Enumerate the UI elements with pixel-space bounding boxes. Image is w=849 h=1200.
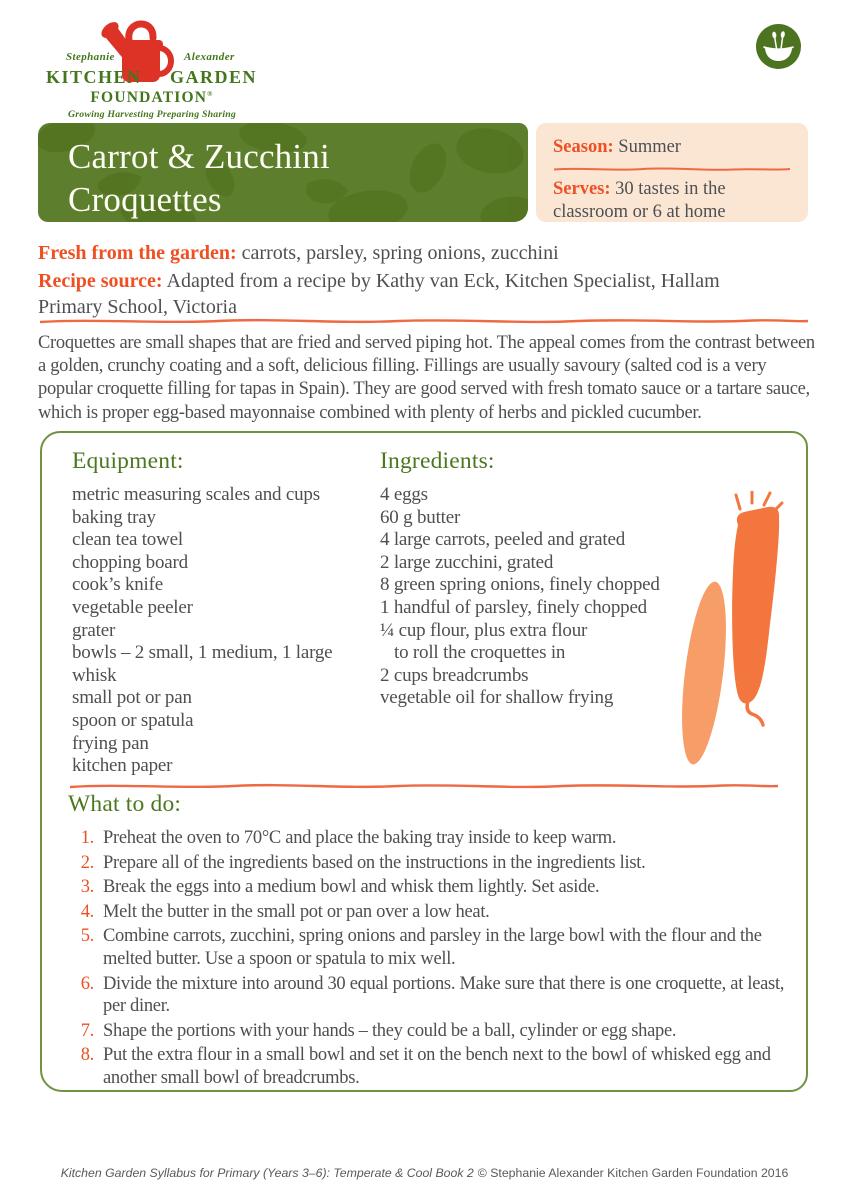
step-number: 8.	[80, 1045, 94, 1066]
steps-section	[68, 791, 790, 1092]
ingredient-item: 4 large carrots, peeled and grated	[380, 529, 626, 551]
step-text: Put the extra flour in a small bowl and set it on the bench next to the bowl of whisked egg and another small bowl of breadcrumbs.	[103, 1045, 771, 1088]
step-number: 5.	[80, 926, 94, 947]
serves-line	[553, 178, 791, 224]
registered-mark: ®	[207, 89, 214, 98]
serves-value: 30 tastes in the classroom or 6 at home	[553, 179, 726, 222]
step-item	[68, 973, 790, 1018]
step-item	[68, 852, 790, 875]
equipment-item: grater	[72, 619, 116, 641]
equipment-item: frying pan	[72, 732, 149, 754]
ingredient-item: vegetable oil for shallow frying	[380, 687, 614, 709]
recipe-source-line	[38, 268, 762, 320]
step-text: Combine carrots, zucchini, spring onions and parsley in the large bowl with the flour and the melted butter. Use a spoon or spatula to mix well.	[103, 926, 762, 969]
season-line	[553, 136, 791, 159]
recipe-card	[40, 431, 808, 1092]
salad-bowl-icon	[756, 24, 801, 69]
logo-stephanie: Stephanie	[66, 51, 115, 63]
logo-foundation: FOUNDATION®	[90, 89, 214, 106]
equipment-item: clean tea towel	[72, 529, 183, 551]
step-item	[68, 925, 790, 970]
zucchini-illustration	[678, 579, 734, 766]
section-divider	[38, 316, 810, 326]
footer-syllabus-title: Kitchen Garden Syllabus for Primary (Years 3–6): Temperate & Cool Book 2	[60, 1166, 474, 1180]
step-text: Divide the mixture into around 30 equal portions. Make sure that there is one croquette, at least, per diner.	[103, 973, 785, 1017]
step-text: Prepare all of the ingredients based on the instructions in the ingredients list.	[103, 852, 646, 873]
equipment-item: whisk	[72, 664, 117, 686]
step-number: 1.	[80, 828, 94, 848]
step-text: Melt the butter in the small pot or pan over a low heat.	[103, 901, 490, 922]
fresh-from-garden-line	[38, 240, 762, 266]
equipment-item: kitchen paper	[72, 755, 173, 777]
step-number: 2.	[80, 852, 94, 873]
ingredient-item: 60 g butter	[380, 506, 461, 528]
fresh-value: carrots, parsley, spring onions, zucchini	[241, 242, 559, 264]
step-number: 4.	[80, 901, 94, 922]
season-label: Season:	[553, 137, 614, 157]
season-serves-divider	[553, 166, 791, 172]
equipment-item: spoon or spatula	[72, 709, 194, 731]
carrot-zucchini-illustration	[678, 491, 814, 775]
steps-list	[68, 827, 790, 1090]
step-number: 3.	[80, 877, 94, 898]
ingredient-item: 1 handful of parsley, finely chopped	[380, 596, 647, 618]
equipment-item: baking tray	[72, 506, 156, 528]
step-item	[68, 1044, 790, 1089]
step-item	[68, 1020, 790, 1043]
serves-label: Serves:	[553, 179, 611, 199]
footer-copyright: © Stephanie Alexander Kitchen Garden Foundation 2016	[477, 1166, 789, 1180]
ingredient-item: ¼ cup flour, plus extra flour	[380, 619, 588, 641]
footer-credit	[0, 1166, 849, 1180]
season-value: Summer	[618, 137, 681, 157]
equipment-item: metric measuring scales and cups	[72, 484, 320, 505]
ingredient-item: 2 cups breadcrumbs	[380, 664, 529, 686]
fresh-label: Fresh from the garden:	[38, 242, 237, 264]
equipment-item: bowls – 2 small, 1 medium, 1 large	[72, 642, 333, 664]
page-title: Carrot & Zucchini Croquettes	[68, 137, 330, 219]
logo-tagline: Growing Harvesting Preparing Sharing	[67, 109, 237, 120]
step-item	[68, 827, 790, 850]
ingredients-section	[380, 448, 714, 710]
source-value: Adapted from a recipe by Kathy van Eck, Kitchen Specialist, Hallam Primary School, Victoria	[38, 270, 720, 318]
steps-title: What to do:	[68, 791, 182, 817]
step-number: 7.	[80, 1020, 94, 1041]
foundation-logo	[46, 14, 258, 120]
source-label: Recipe source:	[38, 270, 163, 292]
logo-garden: GARDEN	[170, 67, 258, 87]
step-number: 6.	[80, 973, 94, 994]
step-text: Preheat the oven to 70°C and place the baking tray inside to keep warm.	[103, 828, 617, 848]
steps-divider	[68, 781, 780, 791]
equipment-item: cook’s knife	[72, 574, 163, 596]
equipment-item: vegetable peeler	[72, 596, 193, 618]
equipment-list	[72, 484, 372, 778]
ingredient-item: 8 green spring onions, finely chopped	[380, 574, 660, 596]
recipe-meta	[38, 240, 762, 322]
ingredient-item-continuation: to roll the croquettes in	[394, 642, 566, 664]
logo-alexander: Alexander	[184, 51, 235, 63]
step-text: Shape the portions with your hands – they could be a ball, cylinder or egg shape.	[103, 1020, 677, 1041]
ingredients-title: Ingredients:	[380, 448, 495, 474]
step-item	[68, 901, 790, 924]
step-text: Break the eggs into a medium bowl and whisk them lightly. Set aside.	[103, 877, 600, 898]
season-serves-card	[536, 123, 808, 222]
carrot-illustration	[732, 491, 782, 725]
logo-kitchen: KITCHEN	[46, 67, 142, 87]
ingredient-item: 2 large zucchini, grated	[380, 551, 554, 573]
title-banner	[38, 123, 528, 222]
ingredients-list	[380, 484, 714, 710]
ingredient-item: 4 eggs	[380, 484, 428, 505]
description-paragraph: Croquettes are small shapes that are fried and served piping hot. The appeal comes from the contrast between a golden, crunchy coating and a soft, delicious filling. Fillings are usually savoury (salted cod is a very popular croquette filling for tapas in Spain). They are good served with fresh tomato sauce or a tartare sauce, which is proper egg-based mayonnaise combined with plenty of herbs and pickled cucumber.	[38, 333, 815, 423]
step-item	[68, 876, 790, 899]
equipment-item: chopping board	[72, 551, 188, 573]
equipment-item: small pot or pan	[72, 687, 192, 709]
equipment-section	[72, 448, 372, 778]
equipment-title: Equipment:	[72, 448, 184, 474]
